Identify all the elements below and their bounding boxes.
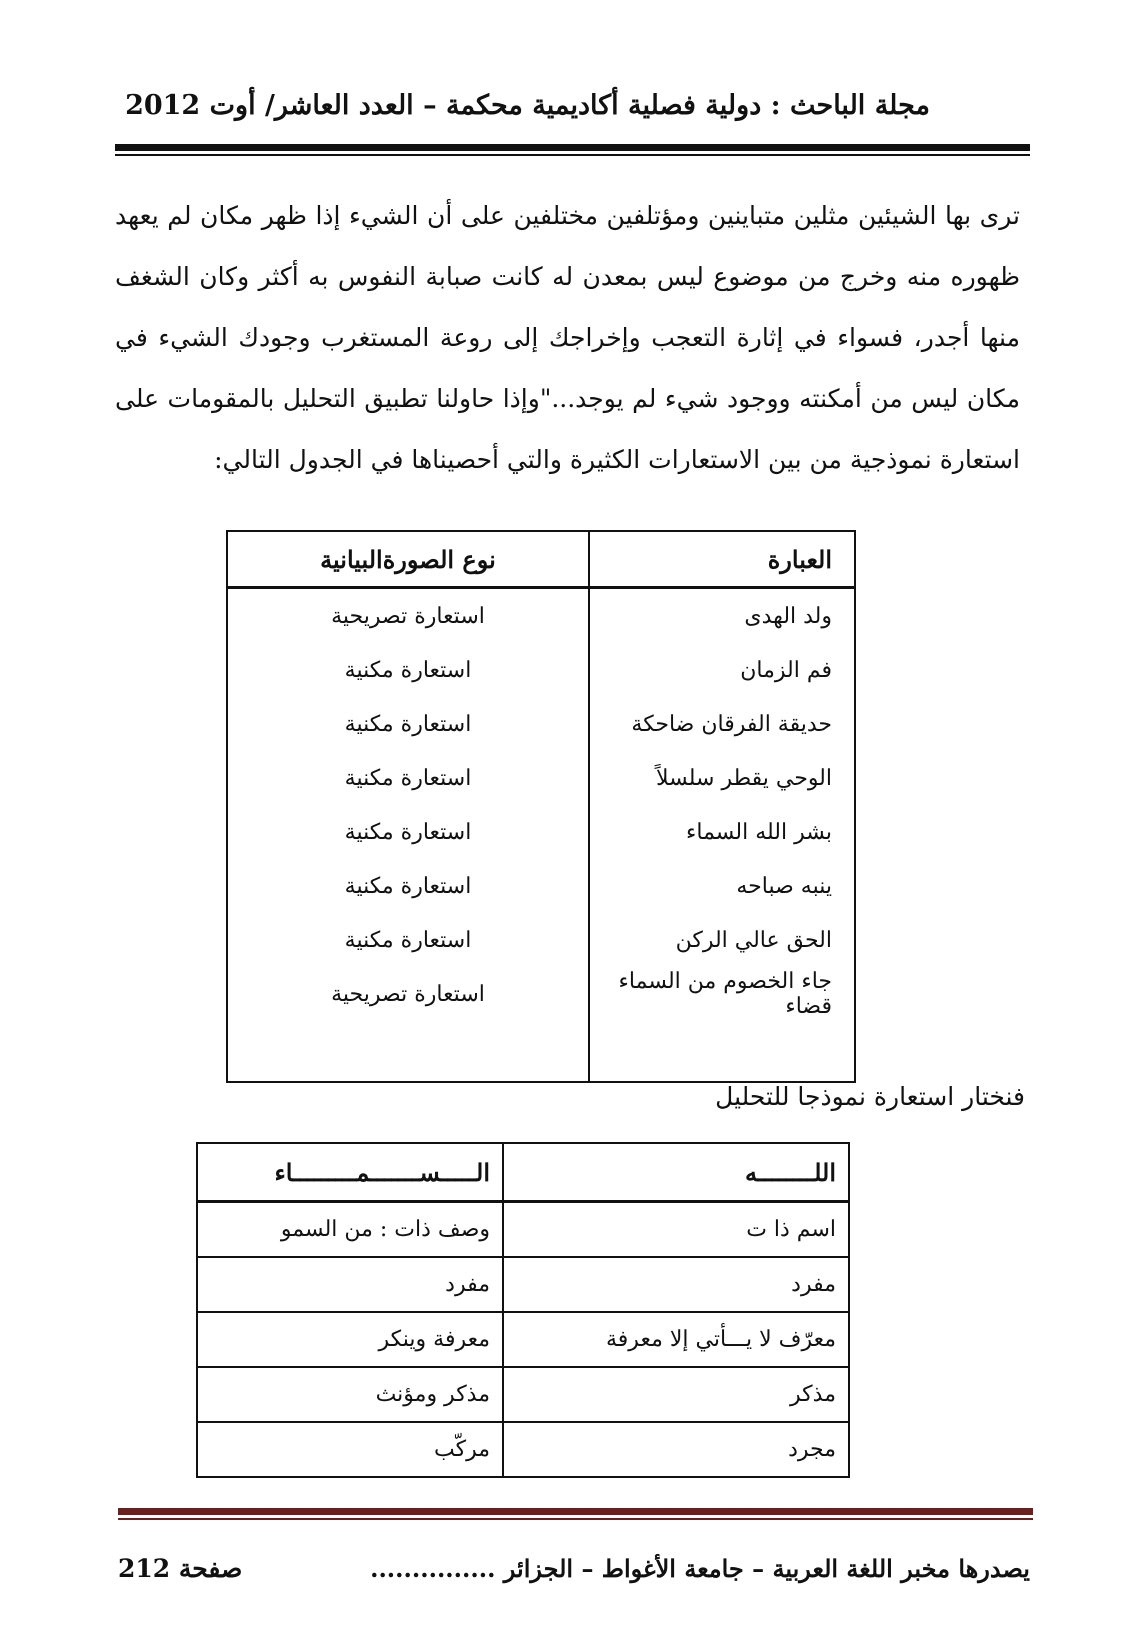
header-rule [115,144,1030,151]
sama-cell: وصف ذات : من السمو [197,1202,503,1258]
table-row [227,751,855,805]
header-rule-thin [115,154,1030,156]
column-header-sama: الـــــســـــــمـــــــــاء [197,1143,503,1202]
sama-cell: مركّب [197,1422,503,1477]
table-row [227,859,855,913]
phrase-cell: الحق عالي الركن [589,913,855,967]
empty-cell [589,1021,855,1082]
table-row [197,1312,849,1367]
allah-cell: مذكر [503,1367,849,1422]
journal-header-title: مجلة الباحث : دولية فصلية أكاديمية محكمة – العدد العاشر/ أوت 2012 [125,90,930,121]
column-header-phrase: العبارة [589,531,855,588]
page-number: صفحة 212 [118,1554,243,1583]
table2-intro-text: فنختار استعارة نموذجا للتحليل [715,1082,1025,1111]
sama-cell: مذكر ومؤنث [197,1367,503,1422]
table-row [227,697,855,751]
phrase-cell: فم الزمان [589,643,855,697]
footer-publisher: يصدرها مخبر اللغة العربية – جامعة الأغواط – الجزائر ............... [370,1554,1030,1583]
table-row [197,1202,849,1258]
empty-cell [227,1021,589,1082]
table-row [197,1257,849,1312]
footer-rule [118,1508,1033,1515]
column-header-image-type: نوع الصورةالبيانية [227,531,589,588]
sama-cell: معرفة وينكر [197,1312,503,1367]
image-type-cell: استعارة مكنية [227,643,589,697]
allah-cell: مجرد [503,1422,849,1477]
image-type-cell: استعارة مكنية [227,913,589,967]
table-row [197,1422,849,1477]
column-header-allah: اللــــــــه [503,1143,849,1202]
allah-cell: معرّف لا يـــأتي إلا معرفة [503,1312,849,1367]
allah-cell: مفرد [503,1257,849,1312]
phrase-cell: بشر الله السماء [589,805,855,859]
table-row [227,967,855,1021]
table-row [227,588,855,644]
phrase-cell: الوحي يقطر سلسلاً [589,751,855,805]
table-header-row [197,1143,849,1202]
phrase-cell: ولد الهدى [589,588,855,644]
table-row [197,1367,849,1422]
image-type-cell: استعارة مكنية [227,805,589,859]
table-empty-row [227,1021,855,1082]
image-type-cell: استعارة مكنية [227,751,589,805]
sama-cell: مفرد [197,1257,503,1312]
table-row [227,913,855,967]
phrase-cell: ينبه صباحه [589,859,855,913]
image-type-cell: استعارة تصريحية [227,967,589,1021]
image-type-cell: استعارة مكنية [227,697,589,751]
table-row [227,805,855,859]
phrase-cell: حديقة الفرقان ضاحكة [589,697,855,751]
footer-rule-thin [118,1518,1033,1520]
metaphor-types-table [226,530,856,1083]
image-type-cell: استعارة مكنية [227,859,589,913]
image-type-cell: استعارة تصريحية [227,588,589,644]
body-paragraph: ترى بها الشيئين مثلين متباينين ومؤتلفين مختلفين على أن الشيء إذا ظهر مكان لم يعهد ظهوره منه وخرج من موضوع ليس بمعدن له كانت صبابة النفوس به أكثر وكان الشغف منها أجدر، فسواء في إثارة التعجب وإخراجك إلى روعة المستغرب وجودك الشيء في مكان ليس من أمكنته ووجود شيء لم يوجد..."وإذا حاولنا تطبيق التحليل بالمقومات على استعارة نموذجية من بين الاستعارات الكثيرة والتي أحصيناها في الجدول التالي: [115,201,1020,474]
allah-cell: اسم ذا ت [503,1202,849,1258]
word-analysis-table [196,1142,850,1478]
phrase-cell: جاء الخصوم من السماء قضاء [589,967,855,1021]
table-row [227,643,855,697]
table-header-row [227,531,855,588]
